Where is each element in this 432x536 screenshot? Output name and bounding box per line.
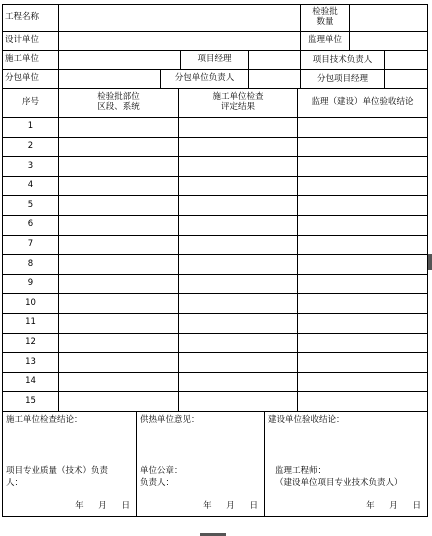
row-seq-cell: 12	[3, 333, 59, 353]
table-row	[3, 215, 428, 235]
row-inspection-cell[interactable]	[179, 118, 298, 138]
heating-date: 年 月 日	[203, 501, 258, 512]
subcontract-manager-label: 分包项目经理	[316, 74, 368, 84]
row-batch-part-cell[interactable]	[59, 392, 179, 412]
row-batch-part-cell[interactable]	[59, 215, 179, 235]
table-row	[3, 176, 428, 196]
table-row	[3, 235, 428, 255]
subcontract-lead-label: 分包单位负责人	[161, 70, 249, 89]
row-seq-cell: 9	[3, 274, 59, 294]
row-batch-part-cell[interactable]	[59, 118, 179, 138]
table-header-row	[3, 89, 428, 118]
supervision-unit-label: 监理单位	[301, 32, 350, 51]
col-inspection-header: 施工单位检查 评定结果	[179, 89, 298, 118]
conclusion-table	[2, 411, 428, 517]
inspection-batch-form	[2, 4, 427, 517]
row-inspection-cell[interactable]	[179, 176, 298, 196]
owner-acceptance-title: 建设单位验收结论：	[268, 414, 345, 425]
row-batch-part-cell[interactable]	[59, 137, 179, 157]
row-acceptance-cell[interactable]	[298, 157, 428, 177]
row-seq-cell: 6	[3, 215, 59, 235]
table-row	[3, 392, 428, 412]
row-inspection-cell[interactable]	[179, 255, 298, 275]
subcontract-manager-cell	[301, 70, 428, 89]
row-batch-part-cell[interactable]	[59, 255, 179, 275]
row-acceptance-cell[interactable]	[298, 372, 428, 392]
row-batch-part-cell[interactable]	[59, 176, 179, 196]
row-batch-part-cell[interactable]	[59, 313, 179, 333]
heating-signer-label: 单位公章： 负责人：	[140, 465, 183, 489]
row-batch-part-cell[interactable]	[59, 274, 179, 294]
row-acceptance-cell[interactable]	[298, 353, 428, 373]
project-name-label: 工程名称	[3, 5, 59, 32]
row-seq-cell: 3	[3, 157, 59, 177]
construction-conclusion-title: 施工单位检查结论：	[6, 414, 83, 425]
design-unit-label: 设计单位	[3, 32, 59, 51]
row-inspection-cell[interactable]	[179, 235, 298, 255]
row-inspection-cell[interactable]	[179, 313, 298, 333]
table-row	[3, 274, 428, 294]
supervision-unit-field[interactable]	[350, 32, 428, 51]
batch-table	[2, 88, 428, 412]
col-acceptance-header: 监理（建设）单位验收结论	[298, 89, 428, 118]
row-inspection-cell[interactable]	[179, 215, 298, 235]
row-acceptance-cell[interactable]	[298, 176, 428, 196]
table-row	[3, 196, 428, 216]
batch-count-field[interactable]	[350, 5, 428, 32]
construction-unit-field[interactable]	[59, 51, 181, 70]
row-acceptance-cell[interactable]	[298, 255, 428, 275]
table-row	[3, 372, 428, 392]
row-inspection-cell[interactable]	[179, 392, 298, 412]
row-seq-cell: 8	[3, 255, 59, 275]
table-row	[3, 294, 428, 314]
project-manager-field[interactable]	[249, 51, 301, 70]
row-acceptance-cell[interactable]	[298, 392, 428, 412]
row-seq-cell: 4	[3, 176, 59, 196]
construction-conclusion-cell[interactable]	[3, 411, 137, 516]
row-seq-cell: 13	[3, 353, 59, 373]
tech-lead-field[interactable]	[384, 51, 427, 69]
col-seq-header: 序号	[3, 89, 59, 118]
row-acceptance-cell[interactable]	[298, 137, 428, 157]
table-row	[3, 313, 428, 333]
owner-signer-label: 监理工程师： （建设单位项目专业技术负责人）	[275, 465, 403, 489]
heating-opinion-title: 供热单位意见：	[140, 414, 200, 425]
construction-date: 年 月 日	[75, 501, 130, 512]
scrollbar-handle[interactable]	[428, 254, 432, 270]
owner-date: 年 月 日	[366, 501, 421, 512]
tech-lead-cell	[301, 51, 428, 70]
row-acceptance-cell[interactable]	[298, 215, 428, 235]
row-inspection-cell[interactable]	[179, 353, 298, 373]
row-inspection-cell[interactable]	[179, 294, 298, 314]
col-batch-part-header: 检验批部位 区段、系统	[59, 89, 179, 118]
row-inspection-cell[interactable]	[179, 157, 298, 177]
batch-count-label: 检验批 数量	[301, 5, 350, 32]
table-row	[3, 157, 428, 177]
row-acceptance-cell[interactable]	[298, 294, 428, 314]
row-inspection-cell[interactable]	[179, 372, 298, 392]
subcontract-unit-field[interactable]	[59, 70, 161, 89]
row-seq-cell: 14	[3, 372, 59, 392]
row-batch-part-cell[interactable]	[59, 294, 179, 314]
subcontract-lead-field[interactable]	[249, 70, 301, 89]
project-name-field[interactable]	[59, 5, 301, 32]
row-inspection-cell[interactable]	[179, 274, 298, 294]
row-seq-cell: 11	[3, 313, 59, 333]
table-row	[3, 353, 428, 373]
owner-acceptance-cell[interactable]	[265, 411, 428, 516]
construction-unit-label: 施工单位	[3, 51, 59, 70]
row-batch-part-cell[interactable]	[59, 235, 179, 255]
table-row	[3, 255, 428, 275]
row-seq-cell: 15	[3, 392, 59, 412]
project-manager-label: 项目经理	[181, 51, 249, 70]
row-acceptance-cell[interactable]	[298, 313, 428, 333]
row-inspection-cell[interactable]	[179, 196, 298, 216]
row-batch-part-cell[interactable]	[59, 353, 179, 373]
row-batch-part-cell[interactable]	[59, 196, 179, 216]
row-batch-part-cell[interactable]	[59, 372, 179, 392]
row-inspection-cell[interactable]	[179, 333, 298, 353]
row-acceptance-cell[interactable]	[298, 274, 428, 294]
row-batch-part-cell[interactable]	[59, 157, 179, 177]
form-header-table	[2, 4, 428, 89]
heating-opinion-cell[interactable]	[137, 411, 265, 516]
row-seq-cell: 5	[3, 196, 59, 216]
table-row	[3, 137, 428, 157]
subcontract-unit-label: 分包单位	[3, 70, 59, 89]
row-seq-cell: 1	[3, 118, 59, 138]
row-seq-cell: 2	[3, 137, 59, 157]
design-unit-field[interactable]	[59, 32, 301, 51]
subcontract-manager-field[interactable]	[384, 70, 427, 88]
table-row	[3, 118, 428, 138]
row-seq-cell: 10	[3, 294, 59, 314]
row-acceptance-cell[interactable]	[298, 235, 428, 255]
row-inspection-cell[interactable]	[179, 137, 298, 157]
row-acceptance-cell[interactable]	[298, 118, 428, 138]
row-batch-part-cell[interactable]	[59, 333, 179, 353]
tech-lead-label: 项目技术负责人	[312, 55, 373, 65]
row-seq-cell: 7	[3, 235, 59, 255]
row-acceptance-cell[interactable]	[298, 196, 428, 216]
table-row	[3, 333, 428, 353]
row-acceptance-cell[interactable]	[298, 333, 428, 353]
construction-signer-label: 项目专业质量（技术）负责人：	[6, 465, 109, 489]
